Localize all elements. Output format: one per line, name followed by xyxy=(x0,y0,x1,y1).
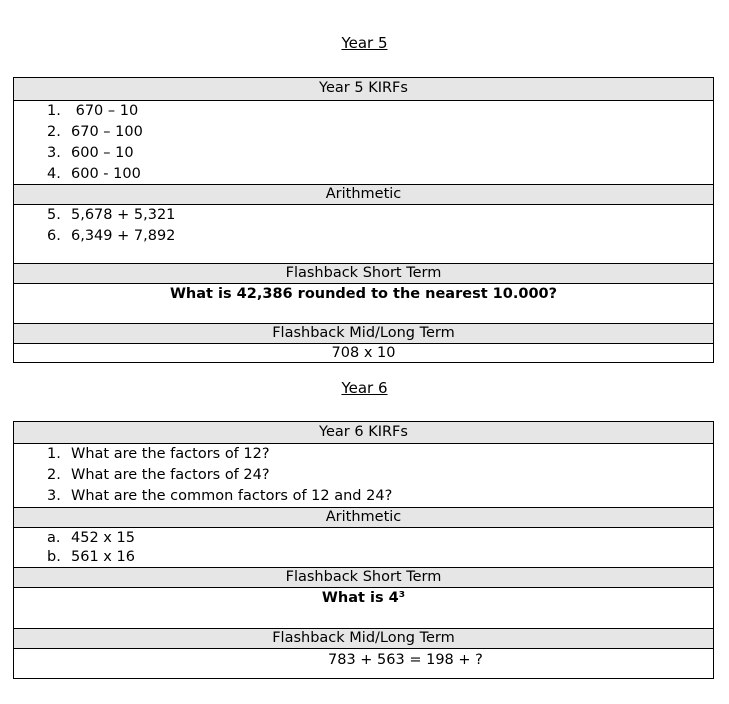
list-item: 2. What are the factors of 24? xyxy=(47,467,270,483)
list-item: 1. What are the factors of 12? xyxy=(47,446,270,462)
list-item: a. 452 x 15 xyxy=(47,530,135,546)
year6-arithmetic-header: Arithmetic xyxy=(14,508,713,528)
list-item: 3. What are the common factors of 12 and 24? xyxy=(47,488,393,504)
year5-arithmetic-cell xyxy=(14,205,713,264)
year5-flashback-mid-header: Flashback Mid/Long Term xyxy=(14,324,713,344)
list-item: 2. 670 – 100 xyxy=(47,124,143,140)
year5-title: Year 5 xyxy=(341,34,388,52)
list-item: 1. 670 – 10 xyxy=(47,103,139,119)
year5-arithmetic-header: Arithmetic xyxy=(14,185,713,205)
year6-flashback-short-header: Flashback Short Term xyxy=(14,568,713,588)
year5-flashback-mid-question: 708 x 10 xyxy=(331,345,396,361)
year6-kirfs-header: Year 6 KIRFs xyxy=(14,422,713,444)
list-item: 3. 600 – 10 xyxy=(47,145,134,161)
year5-kirfs-cell xyxy=(14,101,713,185)
year5-flashback-short-header: Flashback Short Term xyxy=(14,264,713,284)
year6-table xyxy=(13,421,714,679)
list-item: 5. 5,678 + 5,321 xyxy=(47,207,176,223)
year6-flashback-mid-header: Flashback Mid/Long Term xyxy=(14,629,713,649)
list-item: b. 561 x 16 xyxy=(47,549,135,565)
year6-flashback-mid-question: 783 + 563 = 198 + ? xyxy=(328,652,483,668)
year5-flashback-short-question: What is 42,386 rounded to the nearest 10.000? xyxy=(14,284,713,324)
list-item: 6. 6,349 + 7,892 xyxy=(47,228,176,244)
list-item: 4. 600 - 100 xyxy=(47,166,141,182)
year6-title: Year 6 xyxy=(341,379,388,397)
year5-kirfs-header: Year 5 KIRFs xyxy=(14,78,713,101)
year6-arithmetic-cell xyxy=(14,528,713,568)
year6-kirfs-cell xyxy=(14,444,713,508)
year5-table xyxy=(13,77,714,363)
year6-flashback-short-question: What is 4³ xyxy=(14,588,713,629)
